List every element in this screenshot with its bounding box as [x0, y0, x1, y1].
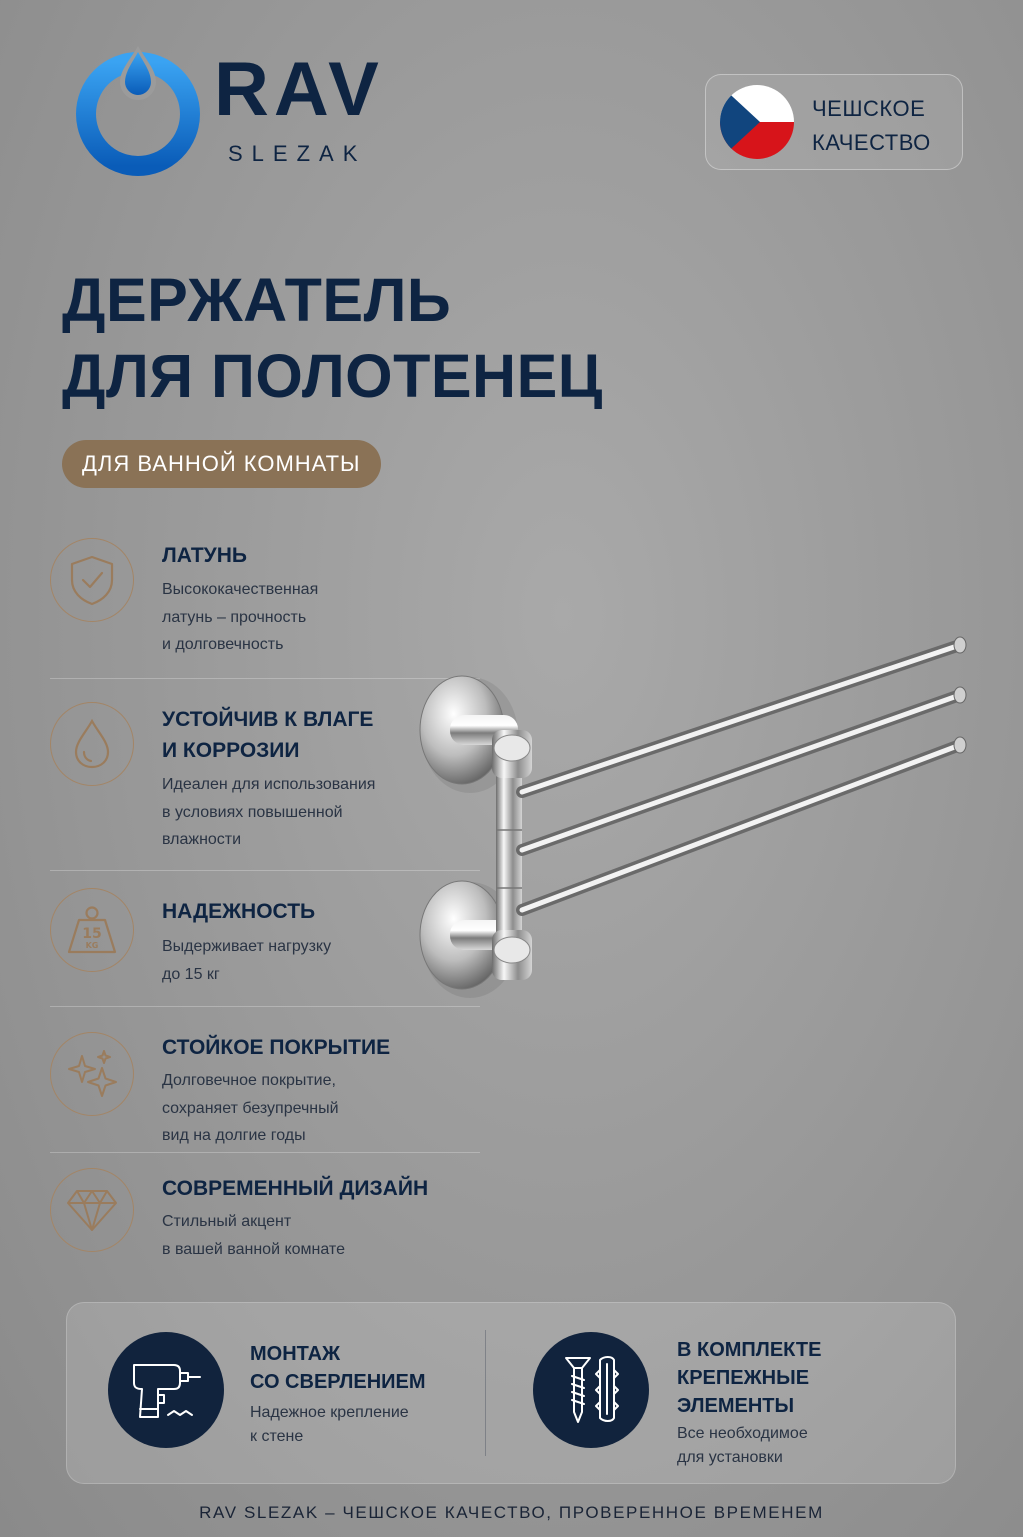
feature-title-reliability: НАДЕЖНОСТЬ — [162, 900, 316, 923]
feature-title-moisture: УСТОЙЧИВ К ВЛАГЕ И КОРРОЗИИ — [162, 708, 374, 762]
brand-name: RAV — [214, 47, 384, 132]
diamond-icon — [50, 1168, 134, 1252]
kit-desc: Все необходимое для установки — [677, 1425, 808, 1466]
svg-text:KG: KG — [85, 941, 99, 950]
mount-title: МОНТАЖ СО СВЕРЛЕНИЕМ — [250, 1343, 426, 1393]
logo-drop-icon — [76, 44, 200, 176]
drill-icon — [108, 1332, 224, 1448]
quality-badge-text: ЧЕШСКОЕ КАЧЕСТВО — [812, 96, 931, 155]
mount-desc: Надежное крепление к стене — [250, 1404, 409, 1445]
shield-check-icon — [50, 538, 134, 622]
weight-15kg-icon — [50, 888, 134, 972]
feature-desc-reliability: Выдерживает нагрузку до 15 кг — [162, 938, 332, 983]
footer-tagline: RAV SLEZAK – ЧЕШСКОЕ КАЧЕСТВО, ПРОВЕРЕННОЕ ВРЕМЕНЕМ — [199, 1503, 824, 1522]
subtitle-pill: ДЛЯ ВАННОЙ КОМНАТЫ — [62, 440, 381, 488]
feature-desc-design: Стильный акцент в вашей ванной комнате — [162, 1213, 345, 1258]
product-image — [410, 620, 990, 1020]
feature-desc-coating: Долговечное покрытие, сохраняет безупречный вид на долгие годы — [162, 1072, 339, 1144]
sparkles-icon — [50, 1032, 134, 1116]
brand-subname: SLEZAK — [228, 141, 367, 166]
feature-title-brass: ЛАТУНЬ — [162, 544, 248, 567]
kit-title: В КОМПЛЕКТЕ КРЕПЕЖНЫЕ ЭЛЕМЕНТЫ — [677, 1339, 822, 1417]
page-title: ДЕРЖАТЕЛЬ ДЛЯ ПОЛОТЕНЕЦ — [62, 266, 603, 410]
feature-desc-moisture: Идеален для использования в условиях повышенной влажности — [162, 776, 376, 848]
feature-title-coating: СТОЙКОЕ ПОКРЫТИЕ — [162, 1036, 391, 1059]
feature-divider — [50, 1152, 480, 1153]
water-drop-icon — [50, 702, 134, 786]
panel-divider — [485, 1330, 486, 1456]
svg-text:15: 15 — [82, 926, 102, 942]
feature-desc-brass: Высококачественная латунь – прочность и долговечность — [162, 581, 319, 653]
screw-dowel-icon — [533, 1332, 649, 1448]
feature-title-design: СОВРЕМЕННЫЙ ДИЗАЙН — [162, 1177, 429, 1200]
czech-flag-icon — [720, 85, 794, 159]
